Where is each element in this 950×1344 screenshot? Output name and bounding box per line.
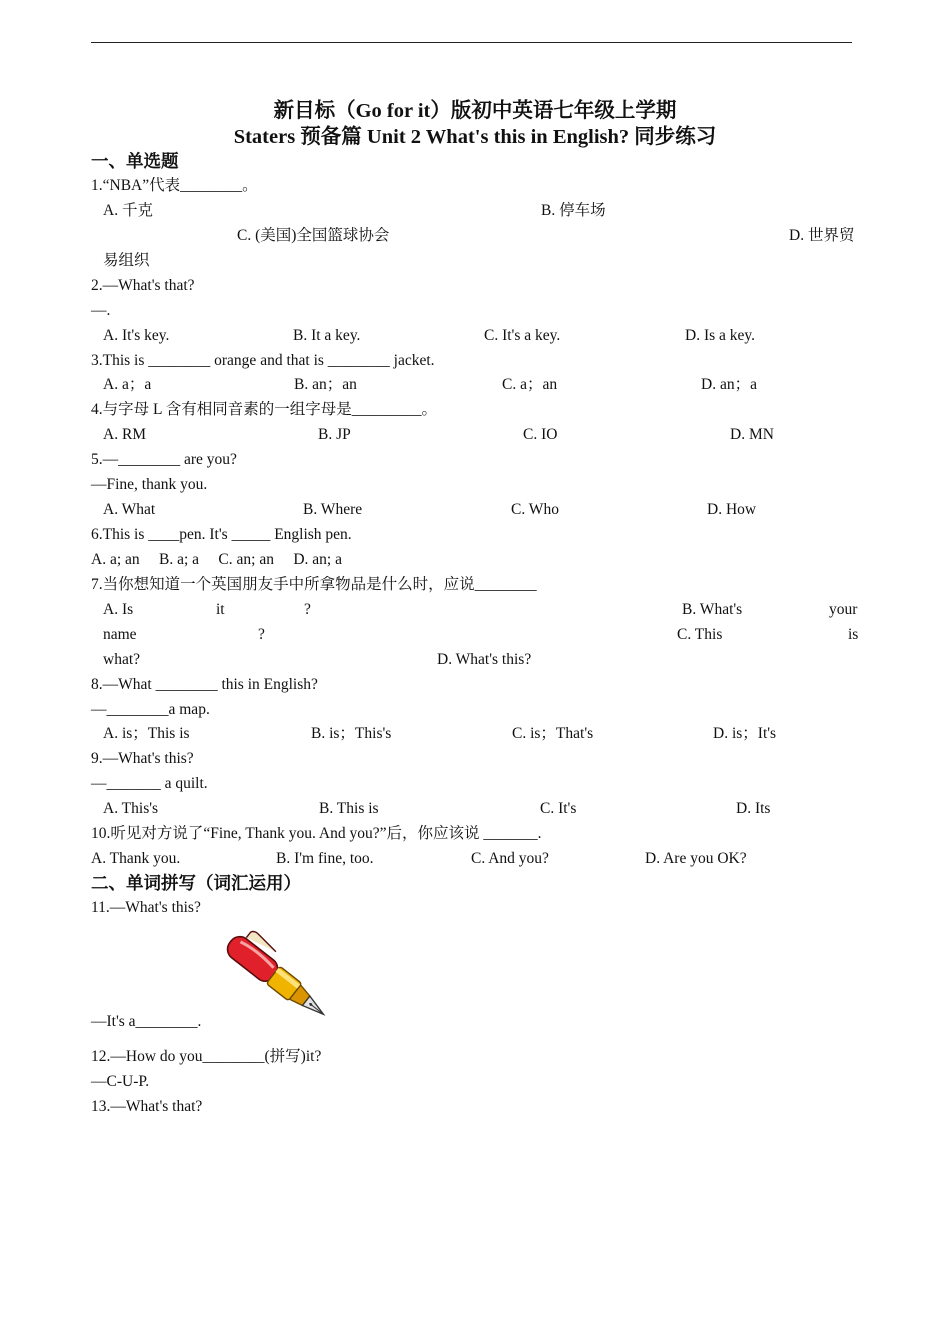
option-b: B. 停车场 — [541, 202, 606, 219]
dialogue-reply: —C-U-P. — [91, 1073, 150, 1090]
option-d: D. MN — [730, 426, 774, 443]
question-stem: 2.—What's that? — [91, 277, 195, 294]
option-b: B. I'm fine, too. — [276, 850, 374, 867]
question-stem: 5.—________ are you? — [91, 451, 237, 468]
option-b-word: name — [103, 626, 137, 643]
option-a: A. Thank you. — [91, 850, 181, 867]
question-stem: 8.—What ________ this in English? — [91, 676, 318, 693]
option-d-continued: 易组织 — [103, 252, 150, 269]
question-stem: 12.—How do you________(拼写)it? — [91, 1048, 322, 1065]
answer-prompt: —. — [91, 302, 111, 319]
option-c: C. And you? — [471, 850, 549, 867]
options-inline: A. a; an B. a; a C. an; an D. an; a — [91, 551, 342, 568]
option-c: C. It's — [540, 800, 577, 817]
option-a: A. This's — [103, 800, 159, 817]
question-stem: 6.This is ____pen. It's _____ English pen. — [91, 526, 352, 543]
option-b-word: your — [829, 601, 858, 618]
option-b: B. an；an — [294, 376, 357, 393]
option-a: A. a；a — [103, 376, 152, 393]
option-b: B. What's — [682, 601, 743, 618]
option-d: D. Its — [736, 800, 771, 817]
option-a: A. 千克 — [103, 202, 153, 219]
question-stem: 10.听见对方说了“Fine, Thank you. And you?”后，你应该说 _______. — [91, 825, 542, 842]
dialogue-reply: —Fine, thank you. — [91, 476, 208, 493]
page-subtitle: Staters 预备篇 Unit 2 What's this in English? 同步练习 — [233, 126, 717, 148]
option-d: D. 世界贸 — [789, 227, 855, 244]
option-b: B. Where — [303, 501, 363, 518]
option-c: C. This — [677, 626, 723, 643]
option-d: D. Are you OK? — [645, 850, 747, 867]
option-b: B. JP — [318, 426, 351, 443]
question-stem: 11.—What's this? — [91, 899, 201, 916]
option-a: A. What — [103, 501, 156, 518]
option-a: A. It's key. — [103, 327, 170, 344]
option-c: C. IO — [523, 426, 558, 443]
header-rule — [91, 42, 852, 43]
option-b: B. This is — [319, 800, 379, 817]
option-a: A. Is — [103, 601, 134, 618]
question-stem: 7.当你想知道一个英国朋友手中所拿物品是什么时，应说________ — [91, 576, 537, 593]
dialogue-reply: —_______ a quilt. — [91, 775, 208, 792]
option-d: D. is；It's — [713, 725, 777, 742]
option-c: C. a；an — [502, 376, 558, 393]
question-stem: 13.—What's that? — [91, 1098, 203, 1115]
option-d: D. Is a key. — [685, 327, 756, 344]
option-a-word: it — [216, 601, 225, 618]
option-d: D. an；a — [701, 376, 757, 393]
option-b-mark: ? — [258, 626, 265, 643]
dialogue-reply: —It's a________. — [91, 1013, 202, 1030]
option-a: A. RM — [103, 426, 147, 443]
option-a: A. is；This is — [103, 725, 190, 742]
option-d: D. What's this? — [437, 651, 532, 668]
question-stem: 9.—What's this? — [91, 750, 194, 767]
option-c: C. It's a key. — [484, 327, 561, 344]
question-stem: 3.This is ________ orange and that is ________ jacket. — [91, 352, 435, 369]
option-c-word: is — [848, 626, 859, 643]
option-a-mark: ? — [304, 601, 311, 618]
option-c: C. (美国)全国篮球协会 — [237, 227, 390, 244]
option-c: C. is；That's — [512, 725, 594, 742]
option-b: B. It a key. — [293, 327, 361, 344]
option-c-word: what? — [103, 651, 141, 668]
section-heading-multiple-choice: 一、单选题 — [91, 151, 179, 171]
section-heading-spelling: 二、单词拼写（词汇运用） — [91, 873, 301, 893]
question-stem: 4.与字母 L 含有相同音素的一组字母是_________。 — [91, 401, 438, 418]
fountain-pen-icon — [214, 928, 340, 1028]
option-d: D. How — [707, 501, 757, 518]
page-title: 新目标（Go for it）版初中英语七年级上学期 — [273, 100, 677, 122]
option-c: C. Who — [511, 501, 559, 518]
option-b: B. is；This's — [311, 725, 392, 742]
question-stem: 1.“NBA”代表________。 — [91, 177, 258, 194]
dialogue-reply: —________a map. — [91, 701, 210, 718]
